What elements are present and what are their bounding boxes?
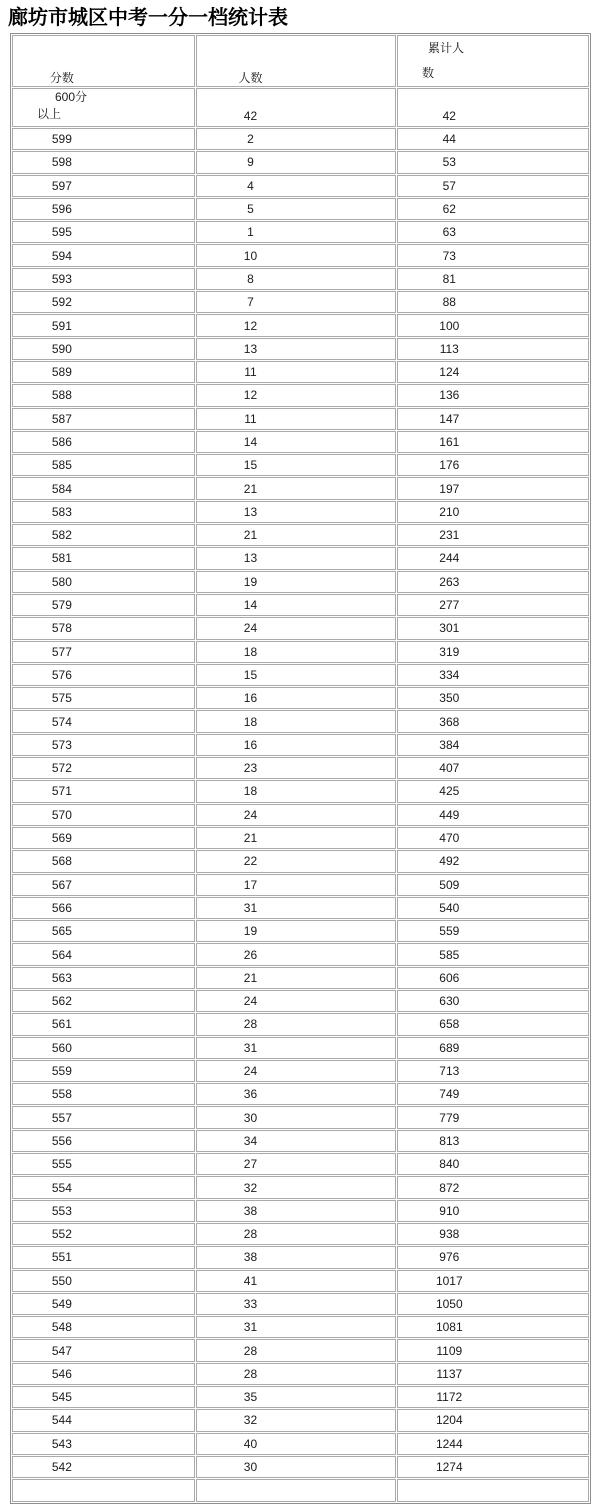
- count-cell: 19: [196, 571, 396, 593]
- count-cell: 15: [196, 454, 396, 476]
- score-cell: 548: [12, 1316, 195, 1338]
- cumulative-cell: 1137: [397, 1363, 589, 1385]
- table-row: [12, 361, 589, 383]
- table-row: [12, 268, 589, 290]
- count-cell: 42: [196, 88, 396, 127]
- cumulative-cell: 263: [397, 571, 589, 593]
- table-row: [12, 314, 589, 336]
- count-cell: 30: [196, 1456, 396, 1478]
- cumulative-cell: 161: [397, 431, 589, 453]
- score-cell: 575: [12, 687, 195, 709]
- score-cell: 572: [12, 757, 195, 779]
- header-count-label: 人数: [238, 71, 263, 85]
- table-row: [12, 1060, 589, 1082]
- cumulative-cell: 713: [397, 1060, 589, 1082]
- table-row: [12, 1339, 589, 1361]
- score-cell: 569: [12, 827, 195, 849]
- score-cell: 576: [12, 664, 195, 686]
- header-row: [12, 35, 589, 87]
- score-cell: 579: [12, 594, 195, 616]
- count-cell: 12: [196, 384, 396, 406]
- count-cell: 19: [196, 920, 396, 942]
- score-cell: 544: [12, 1409, 195, 1431]
- cumulative-cell: 1172: [397, 1386, 589, 1408]
- cumulative-cell: 53: [397, 151, 589, 173]
- score-table: [10, 33, 591, 1504]
- count-cell: 16: [196, 734, 396, 756]
- cumulative-cell: 492: [397, 850, 589, 872]
- table-row: [12, 454, 589, 476]
- table-row: [12, 664, 589, 686]
- score-cell: 594: [12, 244, 195, 266]
- cumulative-cell: 938: [397, 1223, 589, 1245]
- count-cell: 23: [196, 757, 396, 779]
- table-row: [12, 1270, 589, 1292]
- table-row: [12, 1433, 589, 1455]
- cumulative-cell: 1274: [397, 1456, 589, 1478]
- score-cell: 596: [12, 198, 195, 220]
- table-row: [12, 710, 589, 732]
- count-cell: 32: [196, 1409, 396, 1431]
- score-cell: 583: [12, 501, 195, 523]
- count-cell: 40: [196, 1433, 396, 1455]
- count-cell: 8: [196, 268, 396, 290]
- table-row: [12, 1153, 589, 1175]
- count-cell: 24: [196, 1060, 396, 1082]
- count-cell: 28: [196, 1339, 396, 1361]
- score-cell: 599: [12, 128, 195, 150]
- cumulative-cell: 407: [397, 757, 589, 779]
- cumulative-cell: 813: [397, 1130, 589, 1152]
- table-row: [12, 1246, 589, 1268]
- cumulative-cell: 779: [397, 1106, 589, 1128]
- cumulative-cell: 62: [397, 198, 589, 220]
- page-title: 廊坊市城区中考一分一档统计表: [8, 7, 288, 29]
- cumulative-cell: 100: [397, 314, 589, 336]
- cumulative-cell: 136: [397, 384, 589, 406]
- table-row: [12, 1386, 589, 1408]
- score-cell: 555: [12, 1153, 195, 1175]
- table-row: [12, 734, 589, 756]
- cumulative-cell: 1204: [397, 1409, 589, 1431]
- count-cell: 12: [196, 314, 396, 336]
- cumulative-cell: 301: [397, 617, 589, 639]
- table-row: [12, 221, 589, 243]
- score-cell: 556: [12, 1130, 195, 1152]
- score-cell: 592: [12, 291, 195, 313]
- cumulative-cell: 319: [397, 641, 589, 663]
- count-cell: 13: [196, 338, 396, 360]
- score-cell: 552: [12, 1223, 195, 1245]
- cumulative-cell: 749: [397, 1083, 589, 1105]
- table-row: [12, 198, 589, 220]
- table-row: [12, 641, 589, 663]
- table-row: [12, 547, 589, 569]
- score-cell: 554: [12, 1176, 195, 1198]
- count-cell: 28: [196, 1013, 396, 1035]
- cumulative-cell: 244: [397, 547, 589, 569]
- count-cell: 24: [196, 804, 396, 826]
- count-cell: 17: [196, 874, 396, 896]
- count-cell: 14: [196, 594, 396, 616]
- count-cell: [196, 1479, 396, 1501]
- count-cell: 18: [196, 710, 396, 732]
- cumulative-cell: [397, 1479, 589, 1501]
- table-row: [12, 594, 589, 616]
- cumulative-cell: 470: [397, 827, 589, 849]
- score-cell: 549: [12, 1293, 195, 1315]
- table-row: [12, 1037, 589, 1059]
- score-cell: 566: [12, 897, 195, 919]
- table-row: [12, 1409, 589, 1431]
- score-cell: 565: [12, 920, 195, 942]
- page: [0, 6, 600, 1504]
- count-cell: 9: [196, 151, 396, 173]
- score-cell: 543: [12, 1433, 195, 1455]
- score-cell: 564: [12, 943, 195, 965]
- count-cell: 11: [196, 408, 396, 430]
- table-row: [12, 967, 589, 989]
- score-cell: 588: [12, 384, 195, 406]
- score-cell: 574: [12, 710, 195, 732]
- cumulative-cell: 231: [397, 524, 589, 546]
- table-row: [12, 1106, 589, 1128]
- count-cell: 11: [196, 361, 396, 383]
- score-cell: 584: [12, 477, 195, 499]
- table-row: [12, 244, 589, 266]
- score-cell: 591: [12, 314, 195, 336]
- count-cell: 38: [196, 1246, 396, 1268]
- table-row: [12, 384, 589, 406]
- score-cell: 563: [12, 967, 195, 989]
- cumulative-cell: 176: [397, 454, 589, 476]
- score-cell: 590: [12, 338, 195, 360]
- cumulative-cell: 368: [397, 710, 589, 732]
- table-row: [12, 151, 589, 173]
- count-cell: 18: [196, 780, 396, 802]
- count-cell: 5: [196, 198, 396, 220]
- count-cell: 14: [196, 431, 396, 453]
- cumulative-cell: 540: [397, 897, 589, 919]
- table-row: [12, 1200, 589, 1222]
- count-cell: 27: [196, 1153, 396, 1175]
- table-row: [12, 827, 589, 849]
- table-row: [12, 128, 589, 150]
- table-row: [12, 1456, 589, 1478]
- table-row: [12, 920, 589, 942]
- count-cell: 34: [196, 1130, 396, 1152]
- score-cell: 561: [12, 1013, 195, 1035]
- score-cell: 589: [12, 361, 195, 383]
- score-cell: 558: [12, 1083, 195, 1105]
- score-line-2: 以上: [37, 107, 62, 121]
- table-row-600-and-above: [12, 88, 589, 127]
- header-cumulative-label: 累计人 数: [422, 41, 465, 80]
- count-cell: 21: [196, 524, 396, 546]
- count-cell: 28: [196, 1363, 396, 1385]
- table-row: [12, 175, 589, 197]
- cumulative-cell: 42: [397, 88, 589, 127]
- score-cell: 560: [12, 1037, 195, 1059]
- table-row: [12, 874, 589, 896]
- count-cell: 15: [196, 664, 396, 686]
- count-cell: 32: [196, 1176, 396, 1198]
- count-cell: 13: [196, 547, 396, 569]
- score-cell: 550: [12, 1270, 195, 1292]
- table-row: [12, 897, 589, 919]
- cumulative-cell: 334: [397, 664, 589, 686]
- cumulative-cell: 81: [397, 268, 589, 290]
- table-row: [12, 617, 589, 639]
- table-row: [12, 1293, 589, 1315]
- count-cell: 2: [196, 128, 396, 150]
- count-cell: 38: [196, 1200, 396, 1222]
- cumulative-cell: 197: [397, 477, 589, 499]
- table-row: [12, 990, 589, 1012]
- score-cell: 553: [12, 1200, 195, 1222]
- cumulative-cell: 872: [397, 1176, 589, 1198]
- table-row: [12, 338, 589, 360]
- table-row: [12, 1223, 589, 1245]
- count-cell: 24: [196, 990, 396, 1012]
- table-row: [12, 431, 589, 453]
- count-cell: 33: [196, 1293, 396, 1315]
- header-score-cell: [12, 35, 195, 87]
- cumulative-cell: 57: [397, 175, 589, 197]
- count-cell: 21: [196, 477, 396, 499]
- cumulative-cell: 88: [397, 291, 589, 313]
- score-cell: 598: [12, 151, 195, 173]
- table-row: [12, 687, 589, 709]
- partial-cutoff-row: [12, 1479, 589, 1501]
- score-cell: 568: [12, 850, 195, 872]
- score-cell: 551: [12, 1246, 195, 1268]
- cumulative-cell: 1017: [397, 1270, 589, 1292]
- score-cell: 585: [12, 454, 195, 476]
- table-row: [12, 943, 589, 965]
- score-cell: 557: [12, 1106, 195, 1128]
- score-cell: 545: [12, 1386, 195, 1408]
- cumulative-cell: 277: [397, 594, 589, 616]
- table-row: [12, 804, 589, 826]
- cumulative-cell: 1050: [397, 1293, 589, 1315]
- cumulative-cell: 425: [397, 780, 589, 802]
- cumulative-cell: 1244: [397, 1433, 589, 1455]
- cumulative-cell: 976: [397, 1246, 589, 1268]
- count-cell: 31: [196, 897, 396, 919]
- table-row: [12, 1013, 589, 1035]
- cumulative-cell: 1109: [397, 1339, 589, 1361]
- count-cell: 30: [196, 1106, 396, 1128]
- cumulative-cell: 384: [397, 734, 589, 756]
- score-cell: 582: [12, 524, 195, 546]
- count-cell: 21: [196, 827, 396, 849]
- table-row: [12, 850, 589, 872]
- score-cell: 593: [12, 268, 195, 290]
- cumulative-cell: 147: [397, 408, 589, 430]
- cumulative-cell: 73: [397, 244, 589, 266]
- header-cumulative-cell: [397, 35, 589, 87]
- cumulative-cell: 1081: [397, 1316, 589, 1338]
- count-cell: 1: [196, 221, 396, 243]
- score-cell: 567: [12, 874, 195, 896]
- score-cell: 578: [12, 617, 195, 639]
- cumulative-cell: 910: [397, 1200, 589, 1222]
- count-cell: 36: [196, 1083, 396, 1105]
- cumulative-cell: 63: [397, 221, 589, 243]
- table-row: [12, 408, 589, 430]
- count-cell: 10: [196, 244, 396, 266]
- table-row: [12, 1363, 589, 1385]
- table-row: [12, 524, 589, 546]
- cumulative-cell: 585: [397, 943, 589, 965]
- count-cell: 21: [196, 967, 396, 989]
- table-row: [12, 1083, 589, 1105]
- cumulative-cell: 559: [397, 920, 589, 942]
- score-cell: 546: [12, 1363, 195, 1385]
- cumulative-cell: 113: [397, 338, 589, 360]
- score-cell: [12, 1479, 195, 1501]
- cumulative-cell: 509: [397, 874, 589, 896]
- table-row: [12, 757, 589, 779]
- cumulative-cell: 658: [397, 1013, 589, 1035]
- cumulative-cell: 44: [397, 128, 589, 150]
- score-cell: 559: [12, 1060, 195, 1082]
- table-row: [12, 1316, 589, 1338]
- cumulative-cell: 449: [397, 804, 589, 826]
- header-score-label: 分数: [49, 71, 74, 85]
- count-cell: 28: [196, 1223, 396, 1245]
- score-cell: 577: [12, 641, 195, 663]
- score-cell: 573: [12, 734, 195, 756]
- table-row: [12, 1130, 589, 1152]
- count-cell: 35: [196, 1386, 396, 1408]
- count-cell: 31: [196, 1316, 396, 1338]
- table-row: [12, 571, 589, 593]
- cumulative-cell: 689: [397, 1037, 589, 1059]
- score-cell: 597: [12, 175, 195, 197]
- cumulative-cell: 124: [397, 361, 589, 383]
- count-cell: 4: [196, 175, 396, 197]
- count-cell: 22: [196, 850, 396, 872]
- count-cell: 26: [196, 943, 396, 965]
- count-cell: 41: [196, 1270, 396, 1292]
- header-count-cell: [196, 35, 396, 87]
- table-row: [12, 477, 589, 499]
- score-cell: 570: [12, 804, 195, 826]
- score-cell: 595: [12, 221, 195, 243]
- count-cell: 16: [196, 687, 396, 709]
- count-cell: 13: [196, 501, 396, 523]
- score-cell: 542: [12, 1456, 195, 1478]
- score-cell: 562: [12, 990, 195, 1012]
- count-cell: 7: [196, 291, 396, 313]
- score-cell: 587: [12, 408, 195, 430]
- score-cell: 581: [12, 547, 195, 569]
- score-cell: 586: [12, 431, 195, 453]
- cumulative-cell: 630: [397, 990, 589, 1012]
- table-row: [12, 780, 589, 802]
- table-row: [12, 291, 589, 313]
- score-cell: 547: [12, 1339, 195, 1361]
- cumulative-cell: 210: [397, 501, 589, 523]
- score-line-1: 600分: [55, 90, 88, 104]
- score-cell: 571: [12, 780, 195, 802]
- cumulative-cell: 350: [397, 687, 589, 709]
- score-cell: [12, 88, 195, 127]
- count-cell: 31: [196, 1037, 396, 1059]
- cumulative-cell: 840: [397, 1153, 589, 1175]
- count-cell: 24: [196, 617, 396, 639]
- count-cell: 18: [196, 641, 396, 663]
- table-row: [12, 501, 589, 523]
- table-row: [12, 1176, 589, 1198]
- cumulative-cell: 606: [397, 967, 589, 989]
- score-cell: 580: [12, 571, 195, 593]
